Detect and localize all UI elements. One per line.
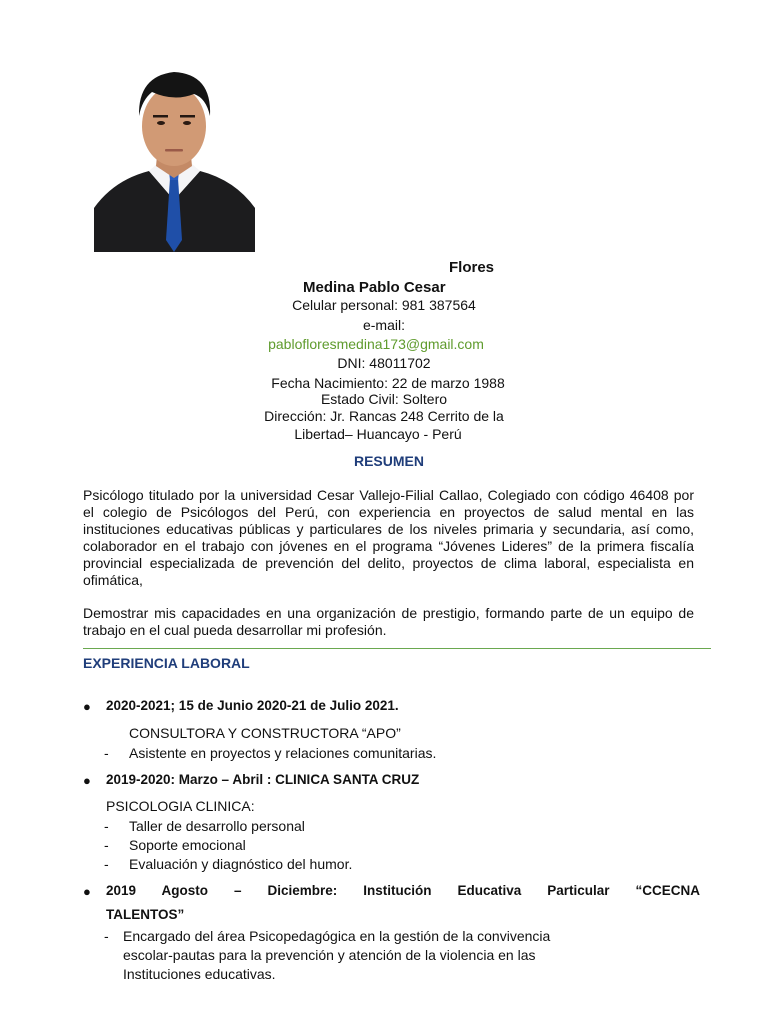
- dash-marker: -: [104, 856, 109, 872]
- address-line-1: Dirección: Jr. Rancas 248 Cerrito de la: [264, 408, 504, 424]
- experience-org-2: PSICOLOGIA CLINICA:: [106, 798, 255, 814]
- experience-task: Evaluación y diagnóstico del humor.: [129, 856, 353, 872]
- name-line-2: Medina Pablo Cesar: [303, 279, 446, 296]
- experience-heading-2: 2019-2020: Marzo – Abril : CLINICA SANTA CRUZ: [106, 772, 420, 787]
- experience-task: Instituciones educativas.: [123, 966, 276, 982]
- experience-task: Asistente en proyectos y relaciones comunitarias.: [129, 745, 437, 761]
- phone-text: Celular personal: 981 387564: [292, 297, 476, 313]
- profile-photo-image: [94, 68, 255, 252]
- experience-task: escolar-pautas para la prevención y atención de la violencia en las: [123, 947, 536, 963]
- experience-heading-1: 2020-2021; 15 de Junio 2020-21 de Julio 2021.: [106, 698, 399, 713]
- experience-task: Encargado del área Psicopedagógica en la gestión de la convivencia: [123, 928, 551, 944]
- experience-task: Soporte emocional: [129, 837, 246, 853]
- profile-photo: [94, 68, 255, 252]
- birth-date-text: Fecha Nacimiento: 22 de marzo 1988: [271, 375, 505, 391]
- bullet-icon: ●: [83, 773, 91, 788]
- summary-paragraph-1: Psicólogo titulado por la universidad Cesar Vallejo-Filial Callao, Colegiado con código 46408 por el colegio de Psicólogos del Perú, con experiencia en proyectos de salud mental en las instituciones educativas públicas y particulares de los niveles primaria y secundaria, así como, colaborador en el trabajo con jóvenes en el programa “Jóvenes Lideres” de la primera fiscalía provincial especializada de prevención del delito, proyectos de clima laboral, especialista en ofimática,: [83, 487, 694, 588]
- experience-heading-3-line-2: TALENTOS”: [106, 907, 185, 922]
- dash-marker: -: [104, 837, 109, 853]
- experience-task: Taller de desarrollo personal: [129, 818, 305, 834]
- civil-status-text: Estado Civil: Soltero: [320, 391, 448, 407]
- email-link[interactable]: pablofloresmedina173@gmail.com: [268, 336, 484, 352]
- section-divider: [83, 648, 711, 649]
- summary-paragraph-2: Demostrar mis capacidades en una organización de prestigio, formando parte de un equipo de trabajo en el cual pueda desarrollar mi profesión.: [83, 605, 694, 638]
- bullet-icon: ●: [83, 884, 91, 899]
- name-line-1: Flores: [449, 259, 495, 276]
- bullet-icon: ●: [83, 699, 91, 714]
- experience-org-1: CONSULTORA Y CONSTRUCTORA “APO”: [129, 725, 401, 741]
- summary-title: RESUMEN: [353, 453, 424, 469]
- experience-title: EXPERIENCIA LABORAL: [83, 655, 250, 671]
- dash-marker: -: [104, 745, 109, 761]
- dni-text: DNI: 48011702: [337, 355, 431, 371]
- dash-marker: -: [104, 818, 109, 834]
- experience-heading-3: 2019 Agosto – Diciembre: Institución Educativa Particular “CCECNA: [106, 883, 700, 898]
- email-label: e-mail:: [362, 317, 405, 333]
- address-line-2: Libertad– Huancayo - Perú: [294, 426, 462, 442]
- dash-marker: -: [104, 928, 109, 944]
